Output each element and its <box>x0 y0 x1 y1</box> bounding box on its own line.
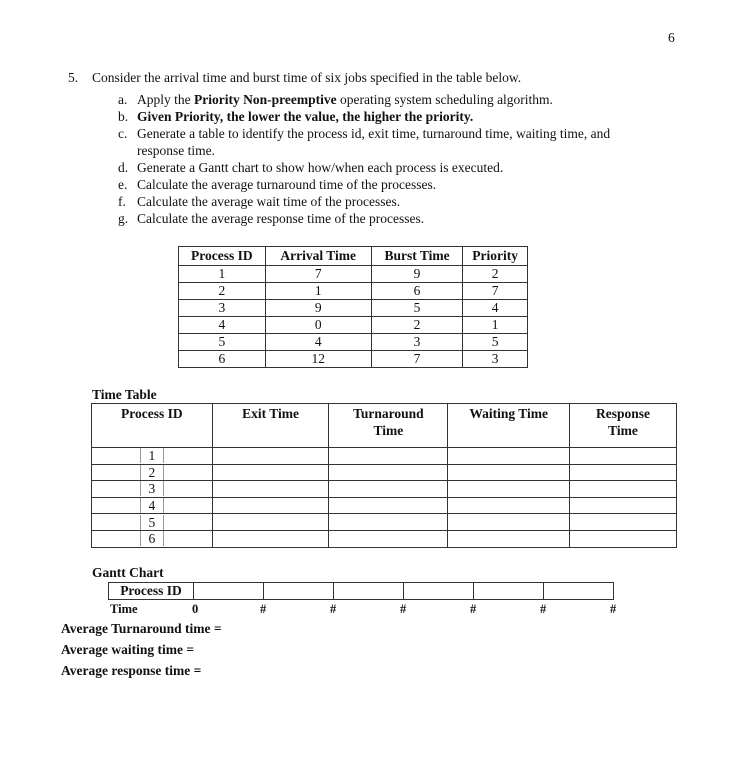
table-cell: 7 <box>265 266 371 283</box>
item-letter: c. <box>118 126 128 141</box>
empty-answer-cell[interactable] <box>212 497 329 514</box>
process-id-cell <box>92 464 213 481</box>
empty-answer-cell[interactable] <box>212 530 329 547</box>
empty-answer-cell[interactable] <box>212 481 329 498</box>
process-id-value: 6 <box>140 531 164 546</box>
empty-answer-cell[interactable] <box>448 448 570 465</box>
item-letter: a. <box>118 92 128 107</box>
empty-answer-cell[interactable] <box>329 464 448 481</box>
table-cell: 7 <box>463 283 528 300</box>
table-row <box>92 464 677 481</box>
table-cell: 9 <box>265 300 371 317</box>
item-letter: d. <box>118 160 129 175</box>
gantt-title: Gantt Chart <box>92 565 164 580</box>
item-text <box>137 160 503 176</box>
item-text-part: operating system scheduling algorithm. <box>336 92 553 107</box>
avg-response: Average response time = <box>61 663 202 678</box>
avg-waiting: Average waiting time = <box>61 642 195 657</box>
gantt-slot <box>404 583 474 600</box>
item-text <box>137 177 436 193</box>
empty-answer-cell[interactable] <box>212 514 329 531</box>
empty-answer-cell[interactable] <box>570 530 677 547</box>
gantt-chart <box>108 582 614 600</box>
gantt-time-tick: # <box>400 602 407 616</box>
table-cell: 2 <box>371 317 463 334</box>
process-id-value: 1 <box>140 448 164 463</box>
empty-answer-cell[interactable] <box>570 464 677 481</box>
gantt-time-tick: # <box>540 602 547 616</box>
gantt-time-tick: 0 <box>192 602 199 616</box>
gantt-slot <box>474 583 544 600</box>
gantt-time-tick: # <box>470 602 477 616</box>
table-row <box>92 497 677 514</box>
table-cell: 1 <box>179 266 266 283</box>
item-text <box>137 194 400 210</box>
table-cell: 6 <box>371 283 463 300</box>
gantt-time-tick: # <box>260 602 267 616</box>
table-row <box>179 266 528 283</box>
empty-answer-cell[interactable] <box>570 514 677 531</box>
table-cell: 4 <box>265 334 371 351</box>
process-id-cell <box>92 481 213 498</box>
table-cell: 12 <box>265 351 371 368</box>
gantt-time-tick: # <box>330 602 337 616</box>
empty-answer-cell[interactable] <box>329 497 448 514</box>
time-table <box>91 403 677 548</box>
table-row <box>92 448 677 465</box>
item-text-part: Apply the <box>137 92 194 107</box>
table-cell: 3 <box>371 334 463 351</box>
table-cell: 3 <box>463 351 528 368</box>
column-header: Turnaround Time <box>329 404 448 448</box>
table-cell: 2 <box>463 266 528 283</box>
table-row <box>92 530 677 547</box>
table-cell: 0 <box>265 317 371 334</box>
empty-answer-cell[interactable] <box>329 448 448 465</box>
question-text: Consider the arrival time and burst time of six jobs specified in the table below. <box>92 70 522 85</box>
process-id-cell <box>92 497 213 514</box>
gantt-slot <box>544 583 614 600</box>
table-cell: 6 <box>179 351 266 368</box>
item-text <box>137 211 424 227</box>
item-text <box>137 109 473 125</box>
item-text-part: Calculate the average turnaround time of the processes. <box>137 177 437 192</box>
column-header: Priority <box>463 247 528 266</box>
gantt-slot <box>194 583 264 600</box>
item-text-continued: response time. <box>137 143 215 158</box>
column-header: Waiting Time <box>448 404 570 448</box>
process-id-cell <box>92 530 213 547</box>
table-cell: 5 <box>371 300 463 317</box>
table-row <box>92 481 677 498</box>
table-row <box>179 351 528 368</box>
item-text-part: Calculate the average wait time of the processes. <box>137 194 401 209</box>
table-cell: 1 <box>463 317 528 334</box>
empty-answer-cell[interactable] <box>448 464 570 481</box>
column-header: Process ID <box>179 247 266 266</box>
column-header: Response Time <box>570 404 677 448</box>
item-letter: g. <box>118 211 129 226</box>
table-cell: 5 <box>463 334 528 351</box>
column-header: Arrival Time <box>265 247 371 266</box>
item-letter: e. <box>118 177 128 192</box>
table-row <box>179 283 528 300</box>
empty-answer-cell[interactable] <box>570 497 677 514</box>
empty-answer-cell[interactable] <box>448 530 570 547</box>
table-row <box>179 334 528 351</box>
page-number: 6 <box>668 30 675 45</box>
table-cell: 7 <box>371 351 463 368</box>
process-id-value: 2 <box>140 465 164 480</box>
item-text-part: Generate a table to identify the process id, exit time, turnaround time, waiting time, and <box>137 126 611 141</box>
table-cell: 5 <box>179 334 266 351</box>
table-cell: 2 <box>179 283 266 300</box>
column-header: Exit Time <box>212 404 329 448</box>
table-row <box>179 300 528 317</box>
gantt-slot <box>264 583 334 600</box>
empty-answer-cell[interactable] <box>570 481 677 498</box>
column-header: Process ID <box>92 404 213 448</box>
empty-answer-cell[interactable] <box>212 464 329 481</box>
empty-answer-cell[interactable] <box>329 530 448 547</box>
empty-answer-cell[interactable] <box>212 448 329 465</box>
item-text <box>137 126 610 142</box>
table-row <box>179 317 528 334</box>
column-header: Burst Time <box>371 247 463 266</box>
table-cell: 1 <box>265 283 371 300</box>
empty-answer-cell[interactable] <box>448 481 570 498</box>
process-id-cell <box>92 448 213 465</box>
table-cell: 4 <box>179 317 266 334</box>
process-id-value: 3 <box>140 481 164 496</box>
item-text-part: Generate a Gantt chart to show how/when each process is executed. <box>137 160 504 175</box>
avg-turnaround: Average Turnaround time = <box>61 621 222 636</box>
question-number: 5. <box>68 70 79 85</box>
item-text-bold: Priority Non-preemptive <box>194 92 337 107</box>
empty-answer-cell[interactable] <box>329 514 448 531</box>
process-id-value: 5 <box>140 515 164 530</box>
empty-answer-cell[interactable] <box>329 481 448 498</box>
item-text <box>137 92 553 108</box>
time-table-title: Time Table <box>92 387 157 402</box>
process-id-value: 4 <box>140 498 164 513</box>
process-input-table <box>178 246 528 368</box>
empty-answer-cell[interactable] <box>448 514 570 531</box>
empty-answer-cell[interactable] <box>570 448 677 465</box>
process-id-cell <box>92 514 213 531</box>
empty-answer-cell[interactable] <box>448 497 570 514</box>
table-cell: 4 <box>463 300 528 317</box>
item-text-part: Calculate the average response time of the processes. <box>137 211 425 226</box>
gantt-row-label: Process ID <box>109 583 194 600</box>
gantt-slot <box>334 583 404 600</box>
gantt-time-label: Time <box>110 602 138 616</box>
item-text-bold: Given Priority, the lower the value, the higher the priority. <box>137 109 474 124</box>
item-letter: b. <box>118 109 129 124</box>
item-letter: f. <box>118 194 126 209</box>
table-row <box>92 514 677 531</box>
table-cell: 9 <box>371 266 463 283</box>
gantt-time-tick: # <box>610 602 617 616</box>
table-cell: 3 <box>179 300 266 317</box>
